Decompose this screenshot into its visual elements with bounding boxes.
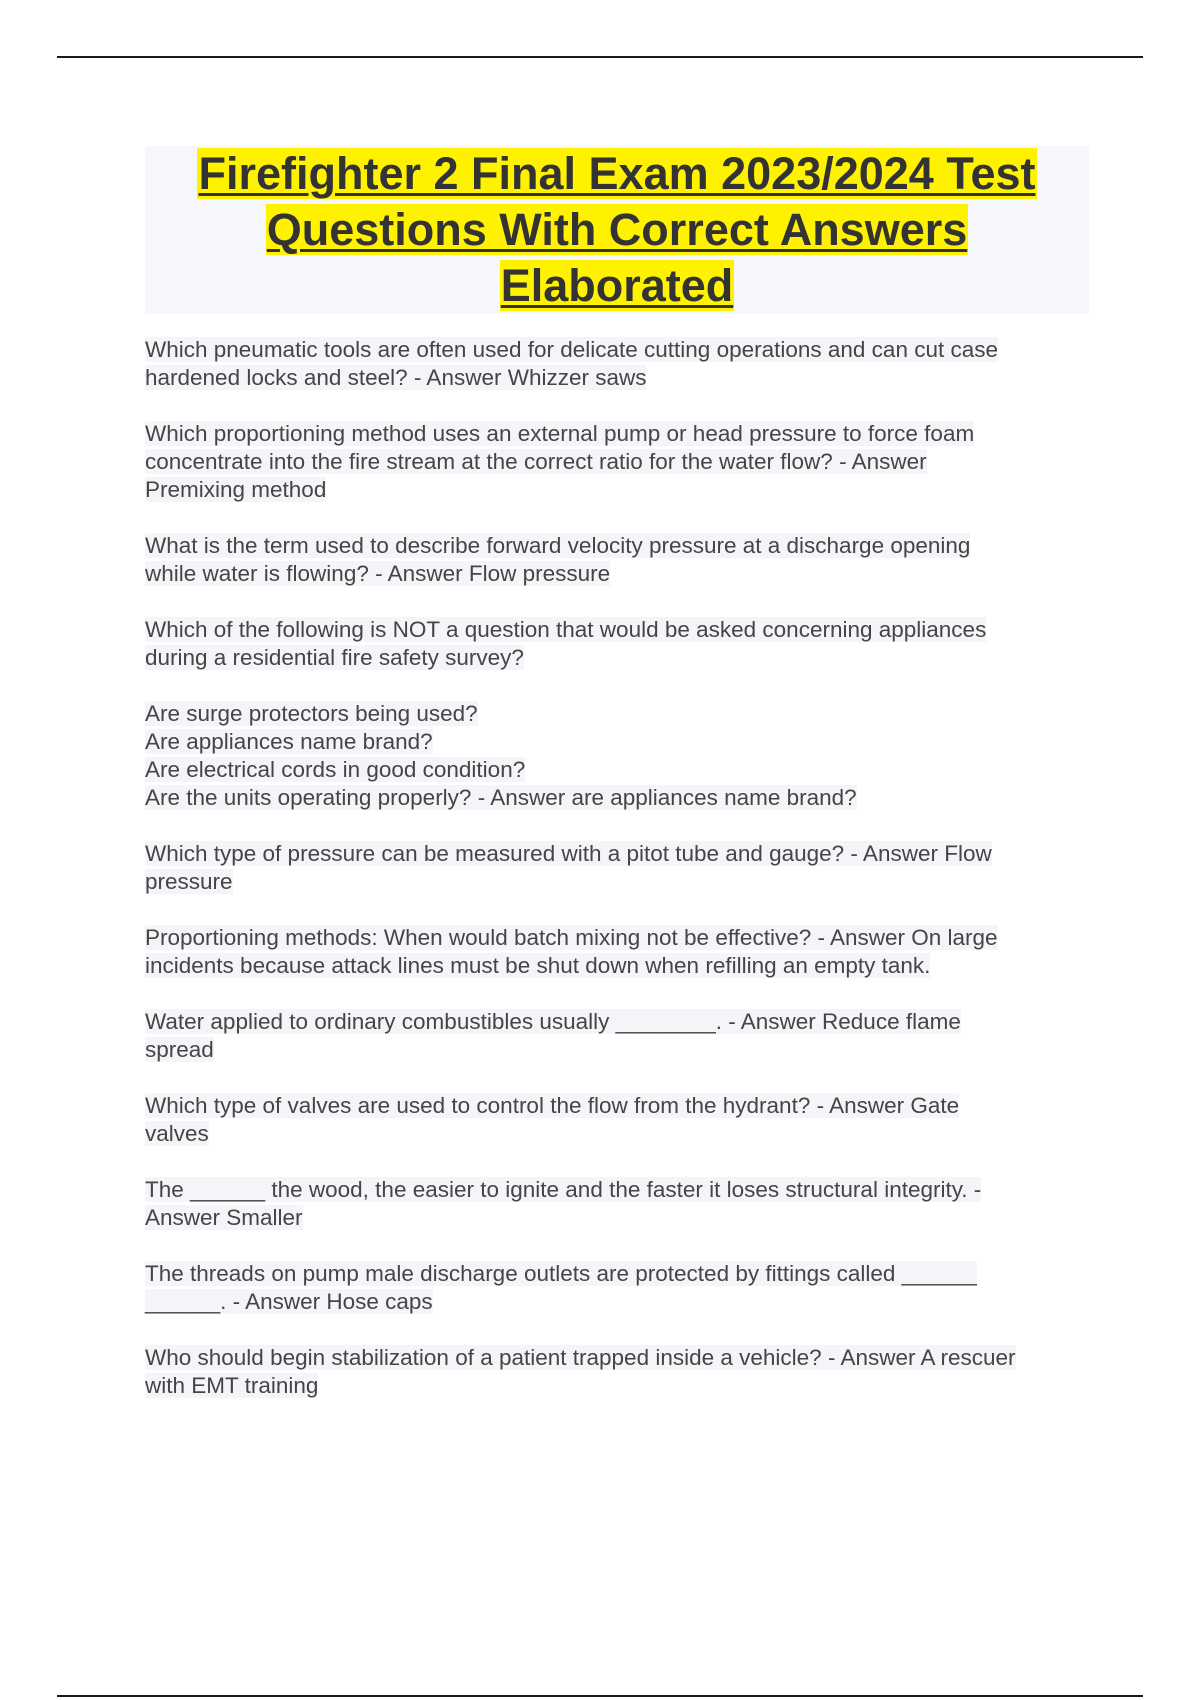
qa-line	[145, 336, 1095, 364]
qa-line	[145, 448, 1095, 476]
qa-item	[145, 532, 1095, 588]
qa-line	[145, 532, 1095, 560]
qa-line-text: pressure	[145, 869, 233, 894]
qa-line-text: Are electrical cords in good condition?	[145, 757, 526, 782]
qa-line-text: Which type of valves are used to control the flow from the hydrant? - Answer Gate	[145, 1093, 960, 1118]
qa-line	[145, 476, 1095, 504]
qa-line	[145, 616, 1095, 644]
qa-line-text: ______. - Answer Hose caps	[145, 1289, 433, 1314]
qa-line	[145, 1092, 1095, 1120]
title-line-2: Questions With Correct Answers	[266, 204, 968, 255]
qa-line-text: Are appliances name brand?	[145, 729, 433, 754]
qa-line	[145, 1120, 1095, 1148]
qa-line-text: Are surge protectors being used?	[145, 701, 478, 726]
qa-line	[145, 644, 1095, 672]
qa-item	[145, 1176, 1095, 1232]
qa-item	[145, 700, 1095, 812]
qa-line-text: Which pneumatic tools are often used for delicate cutting operations and can cut case	[145, 337, 999, 362]
qa-item	[145, 924, 1095, 980]
qa-item	[145, 1008, 1095, 1064]
qa-line	[145, 840, 1095, 868]
title-line-3: Elaborated	[500, 260, 734, 311]
document-title	[145, 146, 1089, 314]
qa-line	[145, 952, 1095, 980]
qa-line-text: concentrate into the fire stream at the correct ratio for the water flow? - Answer	[145, 449, 927, 474]
qa-item	[145, 1092, 1095, 1148]
qa-line-text: Which type of pressure can be measured with a pitot tube and gauge? - Answer Flow	[145, 841, 992, 866]
qa-line-text: hardened locks and steel? - Answer Whizzer saws	[145, 365, 647, 390]
qa-line-text: Answer Smaller	[145, 1205, 303, 1230]
qa-line-text: The ______ the wood, the easier to ignite and the faster it loses structural integrity. -	[145, 1177, 982, 1202]
qa-line	[145, 1372, 1095, 1400]
qa-line-text: Water applied to ordinary combustibles usually ________. - Answer Reduce flame	[145, 1009, 961, 1034]
qa-line-text: Who should begin stabilization of a patient trapped inside a vehicle? - Answer A rescuer	[145, 1345, 1016, 1370]
qa-line	[145, 560, 1095, 588]
qa-line-text: valves	[145, 1121, 209, 1146]
question-answer-list	[145, 336, 1095, 1428]
qa-line-text: incidents because attack lines must be shut down when refilling an empty tank.	[145, 953, 931, 978]
qa-line	[145, 784, 1095, 812]
qa-line-text: Premixing method	[145, 477, 327, 502]
qa-item	[145, 420, 1095, 504]
qa-line	[145, 364, 1095, 392]
top-rule	[57, 56, 1143, 58]
qa-line	[145, 1344, 1095, 1372]
title-line-1: Firefighter 2 Final Exam 2023/2024 Test	[198, 148, 1036, 199]
qa-line	[145, 1008, 1095, 1036]
qa-line-text: The threads on pump male discharge outlets are protected by fittings called ______	[145, 1261, 977, 1286]
qa-line	[145, 420, 1095, 448]
qa-line-text: Which proportioning method uses an external pump or head pressure to force foam	[145, 421, 975, 446]
qa-item	[145, 1344, 1095, 1400]
qa-item	[145, 840, 1095, 896]
qa-line	[145, 728, 1095, 756]
qa-item	[145, 616, 1095, 672]
qa-line	[145, 1204, 1095, 1232]
qa-line	[145, 1036, 1095, 1064]
qa-line-text: while water is flowing? - Answer Flow pressure	[145, 561, 611, 586]
qa-line	[145, 924, 1095, 952]
qa-line	[145, 868, 1095, 896]
qa-item	[145, 1260, 1095, 1316]
qa-line	[145, 700, 1095, 728]
qa-line-text: Which of the following is NOT a question that would be asked concerning appliances	[145, 617, 987, 642]
qa-line	[145, 1288, 1095, 1316]
qa-line-text: spread	[145, 1037, 214, 1062]
qa-line	[145, 756, 1095, 784]
qa-line-text: Are the units operating properly? - Answer are appliances name brand?	[145, 785, 857, 810]
qa-line-text: with EMT training	[145, 1373, 319, 1398]
qa-item	[145, 336, 1095, 392]
document-title-block	[145, 146, 1089, 314]
qa-line-text: during a residential fire safety survey?	[145, 645, 524, 670]
qa-line-text: What is the term used to describe forward velocity pressure at a discharge opening	[145, 533, 971, 558]
qa-line-text: Proportioning methods: When would batch mixing not be effective? - Answer On large	[145, 925, 998, 950]
qa-line	[145, 1260, 1095, 1288]
qa-line	[145, 1176, 1095, 1204]
bottom-rule	[57, 1695, 1143, 1697]
